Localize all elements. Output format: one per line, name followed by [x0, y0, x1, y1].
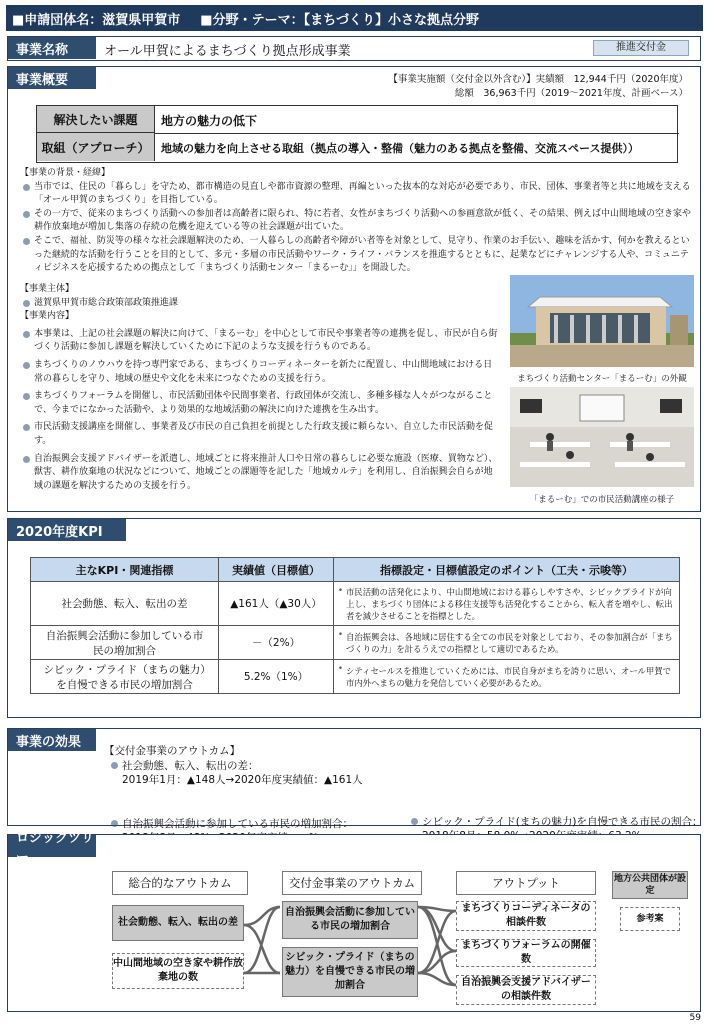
content-item: 自治振興会支援アドバイザーを派遣し、地域ごとに将来推計人口や日常の暮らしに必要な施設（医療、買物など）、獣害、耕作放棄地の状況などについて、地域ごとの課題等を記した「地域カルテ」を利用し、自治振興会自らが地域の課題を解決するための支援を行う。	[20, 453, 500, 494]
outcome-box: 中山間地域の空き家や耕作放棄地の数	[112, 953, 244, 989]
kpi-value: －（2%）	[219, 626, 334, 660]
output-box: まちづくりコーディネータの相談件数	[456, 901, 596, 931]
kpi-note: • シティセールスを推進していくためには、市民自身がまちを誇りに思い、オール甲賀で市内外へまちの魅力を発信していく必要があるため。	[334, 660, 680, 694]
logic-col-header: 交付金事業のアウトカム	[282, 871, 422, 895]
effect-item-label: 社会動態、転入、転出の差：	[122, 760, 259, 772]
grant-outcome-box: 自治振興会活動に参加している市民の増加割合	[282, 901, 418, 939]
content-title: 【事業内容】	[20, 311, 75, 322]
kpi-indicator: 社会動態、転入、転出の差	[31, 582, 219, 626]
project-name-heading: 事業名称	[8, 37, 96, 59]
approach-label: 取組（アプローチ）	[37, 133, 155, 161]
logic-col-header: アウトプット	[456, 871, 596, 895]
lecture-photo	[510, 387, 694, 487]
org-name: ■申請団体名：滋賀県甲賀市	[12, 12, 181, 28]
overview-heading: 事業概要	[8, 67, 96, 89]
outcome-box: 社会動態、転入、転出の差	[112, 905, 244, 941]
effect-item	[108, 759, 709, 787]
effect-item-label: シビック・プライド(まちの魅力)を自慢できる市民の割合：	[422, 816, 703, 828]
kpi-indicator: 自治振興会活動に参加している市民の増加割合	[31, 626, 219, 660]
issue-label: 解決したい課題	[37, 106, 155, 133]
grant-outcome-box: シビック・プライド（まちの魅力）を自慢できる市民の増加割合	[282, 947, 418, 997]
kpi-row	[31, 582, 680, 626]
photo2-caption: 「まるーむ」での市民活動講座の様子	[529, 495, 675, 505]
logic-tree-section	[7, 831, 701, 1012]
approach-value: 地域の魅力を向上させる取組（拠点の導入・整備（魅力のある拠点を整備、交流スペース提供））	[161, 142, 639, 155]
content-item: 本事業は、上記の社会課題の解決に向けて、「まるーむ」を中心として市民や事業者等の連携を促し、市民が自ら街づくり活動に参加し課題を解決していくために下記のような支援を行うものである。	[20, 328, 500, 355]
background-block	[20, 167, 692, 276]
kpi-value: ▲161人（▲30人）	[219, 582, 334, 626]
project-name-section	[7, 36, 701, 61]
background-item: そこで、福祉、防災等の様々な社会課題解決のため、一人暮らしの高齢者や障がい者等を対象として、見守り、作業のお手伝い、趣味を活かす、何かを教えるといった継続的な活動を行うことを目的として、多元・多層の市民活動やワーク・ライフ・バランスを推進するとともに、起業などにチャレンジする人や、コミュニティビジネスを応援するための拠点として「まちづくり活動センター「まるーむ」」を開設した。	[20, 235, 692, 276]
background-title: 【事業の背景・経緯】	[20, 168, 111, 178]
cost-line-1: 【事業実施額（交付金以外含む）】実績額 12,944千円（2020年度）	[388, 74, 688, 85]
kpi-note: • 市民活動の活発化により、中山間地域における暮らしやすさや、シビックプライドが向上し、まちづくり団体による移住支援等も活発化することから、転入者を増やし、転出者を減少させることを指標とした。	[334, 582, 680, 626]
issue-value: 地方の魅力の低下	[161, 114, 258, 128]
background-item: 当市では、住民の「暮らし」を守ため、都市構造の見直しや都市資源の整理、再編といった抜本的な対応が必要であり、市民、団体、事業者等と共に地域を支える「オール甲賀のまちづくり」を目指している。	[20, 181, 692, 208]
content-item: まちづくりフォーラムを開催し、市民活動団体や民間事業者、行政団体が交流し、多種多様な人々がつながることで、今までになかった活動や、より効果的な地域活動の解決に向けた連携を生み出す。	[20, 390, 500, 417]
logic-heading: ロジックツリー	[8, 835, 96, 857]
content-item: まちづくりのノウハウを持つ専門家である、まちづくりコーディネーターを新たに配置し、中山間地域における日常の暮らしを守り、地域の歴史や文化を未来につなぐための支援を行う。	[20, 359, 500, 386]
kpi-value: 5.2%（1%）	[219, 660, 334, 694]
legend-ref-box: 参考案	[620, 907, 680, 931]
kpi-note: • 自治振興会は、各地域に居住する全ての市民を対象としており、その参加割合が「まちづくりの力」を計るうえでの指標として適切であるため。	[334, 626, 680, 660]
effect-item-value: 2019年1月：▲148人→2020年度実績値：▲161人	[122, 774, 363, 786]
effect-section	[7, 728, 703, 830]
grant-badge: 推進交付金	[593, 40, 689, 56]
center-exterior-photo	[510, 275, 694, 367]
kpi-heading: 2020年度KPI	[8, 519, 126, 541]
effect-item-label: 自治振興会活動に参加している市民の増加割合：	[122, 818, 353, 830]
output-box: 自治振興会支援アドバイザーの相談件数	[456, 975, 596, 1005]
theme-name: ■分野・テーマ：【まちづくり】小さな拠点分野	[200, 12, 479, 28]
kpi-col-header: 実績値（目標値）	[219, 558, 334, 582]
content-block	[20, 283, 500, 493]
issue-divider	[155, 133, 679, 134]
effect-subtitle: 【交付金事業のアウトカム】	[104, 745, 241, 757]
legend-set-box: 地方公共団体が設定	[612, 871, 688, 899]
project-title: オール甲賀によるまちづくり拠点形成事業	[104, 44, 351, 59]
kpi-section	[7, 518, 701, 718]
kpi-col-header: 主なKPI・関連指標	[31, 558, 219, 582]
effect-heading: 事業の効果	[8, 729, 96, 751]
header-bar	[6, 5, 703, 31]
overview-section	[7, 66, 701, 512]
actor-title: 【事業主体】	[20, 284, 75, 294]
page-number: 59	[689, 1013, 701, 1023]
issue-table	[36, 105, 678, 163]
kpi-table-wrap	[30, 557, 680, 694]
kpi-row	[31, 660, 680, 694]
kpi-indicator: シビック・プライド（まちの魅力）を自慢できる市民の増加割合	[31, 660, 219, 694]
photo1-caption: まちづくり活動センター「まるーむ」の外観	[517, 374, 687, 384]
kpi-table	[30, 557, 680, 694]
cost-line-2: 総額 36,963千円（2019～2021年度、計画ベース）	[454, 88, 688, 99]
background-item: その一方で、従来のまちづくり活動への参加者は高齢者に限られ、特に若者、女性がまちづくり活動への参画意欲が低く、その結果、例えば中山間地域の空き家や耕作放棄地が増加し集落の存続の危機を迎えている等の社会課題が出ていた。	[20, 208, 692, 235]
kpi-row	[31, 626, 680, 660]
actor-value: 滋賀県甲賀市総合政策部政策推進課	[20, 297, 500, 311]
content-item: 市民活動支援講座を開催し、事業者及び市民の自己負担を前提とした行政支援に頼らない、自立した市民活動を促す。	[20, 421, 500, 448]
kpi-col-header: 指標設定・目標値設定のポイント（工夫・示唆等）	[334, 558, 680, 582]
output-box: まちづくりフォーラムの開催数	[456, 939, 596, 967]
logic-col-header: 総合的なアウトカム	[112, 871, 248, 895]
